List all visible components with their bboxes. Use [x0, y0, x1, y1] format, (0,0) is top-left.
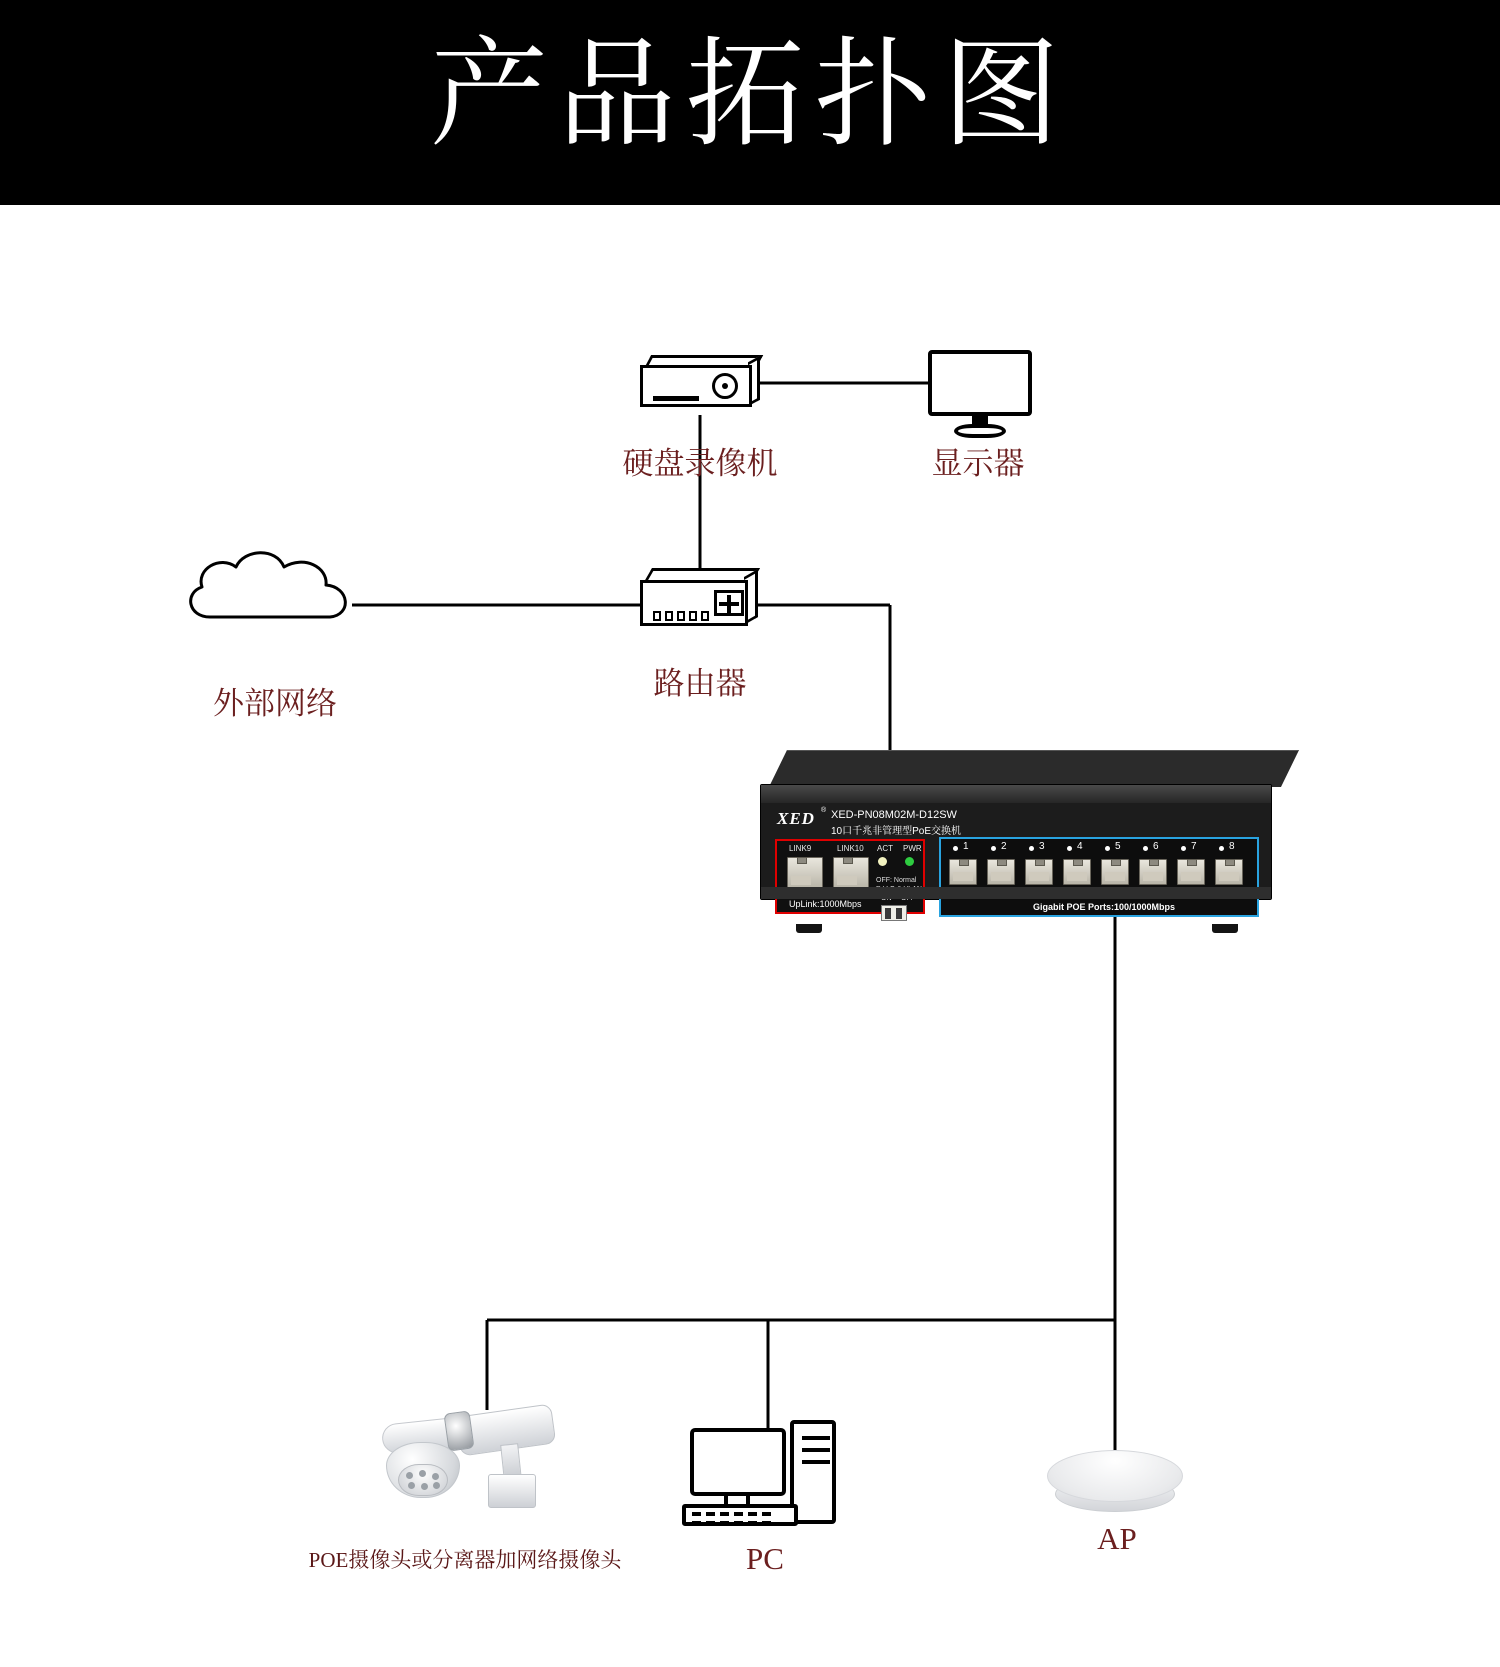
router-port-led-2 [665, 611, 673, 621]
poe-led-6 [1143, 846, 1148, 851]
monitor-screen-icon [928, 350, 1032, 416]
poe-port-number-2: 2 [1001, 841, 1007, 852]
nvr-dial-icon [712, 373, 738, 399]
pc-monitor-icon [690, 1428, 786, 1496]
poe-switch-device[interactable] [760, 750, 1290, 925]
switch-front-panel [760, 784, 1272, 912]
pc-device[interactable] [690, 1420, 840, 1530]
uplink-caption: UpLink:1000Mbps [789, 899, 862, 909]
bullet-camera-base [488, 1474, 536, 1508]
poe-led-5 [1105, 846, 1110, 851]
monitor-base [954, 424, 1006, 438]
poe-port-number-1: 1 [963, 841, 969, 852]
ap-device[interactable] [1047, 1450, 1187, 1520]
pc-keyboard-icon [682, 1504, 798, 1526]
router-label: 路由器 [653, 666, 747, 701]
router-port-led-5 [701, 611, 709, 621]
poe-led-3 [1029, 846, 1034, 851]
nvr-label: 硬盘录像机 [622, 446, 778, 481]
poe-port-7[interactable] [1177, 859, 1205, 885]
router-port-led-1 [653, 611, 661, 621]
router-port-led-3 [677, 611, 685, 621]
switch-bottom-strip [761, 887, 1271, 899]
uplink-port-label-10: LINK10 [837, 844, 864, 853]
poe-port-number-7: 7 [1191, 841, 1197, 852]
pc-label: PC [746, 1541, 784, 1576]
poe-led-4 [1067, 846, 1072, 851]
nvr-disc-slot-icon [653, 396, 699, 401]
dip-note2-label: OFF: Normal [876, 877, 917, 884]
switch-panel-highlight [761, 785, 1271, 803]
monitor-device[interactable] [928, 350, 1038, 442]
poe-led-1 [953, 846, 958, 851]
poe-camera-device[interactable] [380, 1390, 580, 1520]
ap-dome-icon [1047, 1450, 1183, 1502]
registered-mark-icon: ® [821, 807, 827, 814]
topology-diagram [0, 205, 1500, 1667]
external-network-label: 外部网络 [213, 686, 337, 721]
switch-top-face [769, 750, 1299, 787]
dip-switch[interactable] [881, 905, 907, 921]
switch-foot-right [1212, 924, 1238, 933]
pwr-led-label: PWR [903, 844, 922, 853]
poe-port-group[interactable] [939, 837, 1259, 917]
poe-port-1[interactable] [949, 859, 977, 885]
uplink-port-group[interactable] [775, 839, 925, 914]
switch-description-text: 10口千兆非管理型PoE交换机 [831, 826, 962, 837]
pwr-led [905, 857, 914, 866]
cloud-icon [180, 545, 360, 635]
poe-port-6[interactable] [1139, 859, 1167, 885]
router-port-led-4 [689, 611, 697, 621]
uplink-port-label-9: LINK9 [789, 844, 812, 853]
header-banner [0, 0, 1500, 205]
switch-foot-left [796, 924, 822, 933]
switch-model-text: XED-PN08M02M-D12SW [831, 809, 957, 821]
camera-label: POE摄像头或分离器加网络摄像头 [308, 1548, 622, 1572]
page-title: 产品拓扑图 [429, 30, 1070, 161]
bullet-camera-lens-icon [443, 1410, 474, 1451]
router-network-icon [714, 590, 744, 616]
poe-port-3[interactable] [1025, 859, 1053, 885]
poe-led-8 [1219, 846, 1224, 851]
poe-port-2[interactable] [987, 859, 1015, 885]
poe-port-8[interactable] [1215, 859, 1243, 885]
act-led-label: ACT [877, 844, 893, 853]
ap-label: AP [1097, 1521, 1137, 1556]
poe-caption: Gigabit POE Ports:100/1000Mbps [1033, 902, 1176, 912]
pc-monitor-neck [724, 1494, 750, 1504]
monitor-label: 显示器 [931, 446, 1025, 481]
router-device[interactable] [640, 568, 766, 634]
poe-port-number-8: 8 [1229, 841, 1235, 852]
act-led [878, 857, 887, 866]
poe-led-7 [1181, 846, 1186, 851]
uplink-port-9[interactable] [787, 857, 823, 889]
poe-port-number-3: 3 [1039, 841, 1045, 852]
poe-port-4[interactable] [1063, 859, 1091, 885]
poe-port-number-6: 6 [1153, 841, 1159, 852]
poe-port-5[interactable] [1101, 859, 1129, 885]
poe-port-number-5: 5 [1115, 841, 1121, 852]
ptz-ir-led-array [404, 1470, 442, 1490]
nvr-device[interactable] [640, 355, 770, 421]
poe-port-number-4: 4 [1077, 841, 1083, 852]
external-network-cloud[interactable] [180, 545, 360, 635]
uplink-port-10[interactable] [833, 857, 869, 889]
switch-brand-logo: XED [777, 809, 815, 828]
poe-led-2 [991, 846, 996, 851]
